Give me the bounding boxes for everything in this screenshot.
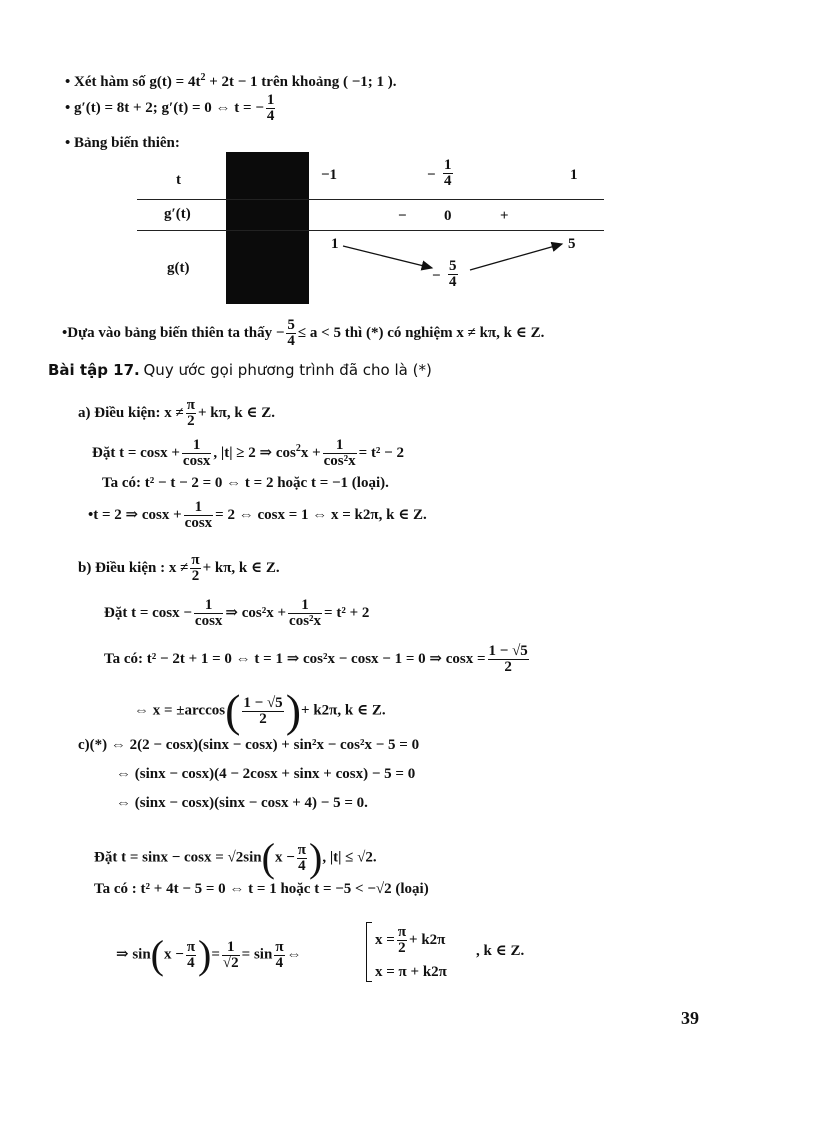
fraction <box>288 598 322 629</box>
fraction-denominator: 2 <box>504 659 512 675</box>
part-c-final <box>116 932 302 977</box>
part-c-line-1 <box>78 736 419 754</box>
part-b-solution <box>134 685 386 736</box>
conclusion-line <box>62 318 544 349</box>
fraction-numerator: 1 − √5 <box>243 694 283 711</box>
fraction-denominator: cosx <box>194 613 223 629</box>
part-c-line-1-text: (*) ⇔ 2(2 − cosx)(sinx − cosx) + sin²x − cos²x − 5 = 0 <box>89 737 420 753</box>
row-label-g: g(t) <box>167 260 190 276</box>
left-paren: ( <box>150 932 164 977</box>
substitution-end: = t² + 2 <box>324 604 370 621</box>
fraction <box>274 940 284 971</box>
fraction <box>186 940 196 971</box>
fraction <box>286 318 296 349</box>
fraction-denominator: cosx <box>182 453 211 469</box>
part-label: b) <box>78 559 92 576</box>
fraction-numerator: π <box>186 938 196 955</box>
fraction-denominator: 4 <box>275 954 284 971</box>
g-left-value: 1 <box>331 236 339 252</box>
substitution-lead: Đặt t = cosx + <box>92 444 180 461</box>
substitution-inner-lead: x − <box>274 849 295 866</box>
fraction-denominator: cosx <box>184 515 213 531</box>
fraction <box>184 500 214 531</box>
fraction-numerator: π <box>397 924 407 940</box>
g-prime-sign-left: − <box>398 208 407 224</box>
variation-table-heading: Bảng biến thiên: <box>74 135 180 151</box>
case-1-lead: x = <box>375 931 395 948</box>
solution-rest: + k2π, k ∈ Z. <box>301 702 386 719</box>
result-lead: •t = 2 ⇒ cosx + <box>88 506 182 523</box>
part-label: a) <box>78 404 91 421</box>
bullet: • <box>65 99 71 116</box>
part-a-condition <box>78 398 275 429</box>
fraction <box>186 398 196 429</box>
fraction-numerator: π <box>297 841 306 858</box>
fraction <box>323 438 357 469</box>
right-paren: ) <box>309 835 323 880</box>
row-label-t: t <box>176 172 181 188</box>
bullet: • <box>65 74 71 90</box>
g-prime-sign-right: + <box>500 208 509 224</box>
substitution-end: = t² − 2 <box>358 444 404 461</box>
exponent: 2 <box>200 72 206 83</box>
intro-line-1-rest: + 2t − 1 trên khoảng ( −1; 1 ). <box>205 74 397 90</box>
fraction-denominator: 4 <box>287 333 295 349</box>
part-b-condition <box>78 553 280 584</box>
fraction-numerator: 1 <box>184 500 214 516</box>
page-number: 39 <box>681 1008 699 1028</box>
substitution-lead: Đặt t = sinx − cosx = √2sin <box>94 849 262 866</box>
part-b-equation <box>104 644 531 675</box>
t-value-right: 1 <box>570 167 578 183</box>
solution-lead: ⇔ x = ±arccos <box>134 702 226 719</box>
case-1 <box>375 925 445 956</box>
intro-line-2-lead: g′(t) = 8t + 2; g′(t) = 0 ⇔ t = − <box>74 99 264 116</box>
decreasing-arrow <box>343 246 432 268</box>
fraction-numerator: π <box>275 938 284 955</box>
g-prime-zero: 0 <box>444 208 452 224</box>
intro-line-1-lead: Xét hàm số g(t) = 4t <box>74 74 201 90</box>
g-min-sign: − <box>432 268 441 284</box>
fraction-denominator: cos²x <box>323 453 356 469</box>
fraction-denominator: 4 <box>444 173 452 189</box>
final-iff: ⇔ <box>286 946 302 963</box>
fraction-numerator: 1 <box>266 92 275 108</box>
condition-lead: Điều kiện : x ≠ <box>95 559 189 576</box>
fraction <box>182 438 212 469</box>
fraction-denominator: 2 <box>191 568 200 584</box>
fraction-numerator: 5 <box>287 317 295 333</box>
exercise-intro: Quy ước gọi phương trình đã cho là (*) <box>143 361 432 379</box>
fraction-numerator: π <box>186 397 195 413</box>
bullet: • <box>65 135 71 151</box>
substitution-lead: Đặt t = cosx − <box>104 604 192 621</box>
final-equals: = <box>211 946 220 963</box>
fraction-numerator: 1 <box>194 598 224 614</box>
condition-lead: Điều kiện: x ≠ <box>94 404 184 421</box>
fraction-numerator: 1 <box>222 940 240 956</box>
part-a-equation: Ta có: t² − t − 2 = 0 ⇔ t = 2 hoặc t = −1 (loại). <box>102 475 389 491</box>
row-label-g-prime: g′(t) <box>164 206 191 222</box>
case-2: x = π + k2π <box>375 964 447 980</box>
g-right-value: 5 <box>568 236 576 252</box>
fraction-denominator: 4 <box>266 108 275 124</box>
part-a-substitution <box>92 438 404 469</box>
equation-lead: Ta có: t² − 2t + 1 = 0 ⇔ t = 1 ⇒ cos²x − cosx − 1 = 0 ⇒ cosx = <box>104 650 486 667</box>
condition-rest: + kπ, k ∈ Z. <box>197 404 276 421</box>
fraction-numerator: 1 <box>323 438 357 454</box>
fraction-numerator: 5 <box>449 258 457 274</box>
part-c-equation: Ta có : t² + 4t − 5 = 0 ⇔ t = 1 hoặc t = −5 < −√2 (loại) <box>94 881 429 897</box>
right-paren: ) <box>198 932 212 977</box>
fraction-numerator: 1 <box>444 157 452 173</box>
substitution-rest: , |t| ≤ √2. <box>322 849 377 866</box>
conclusion-rest: ≤ a < 5 thì (*) có nghiệm x ≠ kπ, k ∈ Z. <box>297 324 545 341</box>
fraction <box>242 696 283 727</box>
fraction <box>488 644 529 675</box>
left-paren: ( <box>225 685 241 736</box>
fraction-denominator: 4 <box>298 857 306 874</box>
fraction-denominator: 2 <box>259 710 267 727</box>
substitution-mid-2: x + <box>300 444 321 461</box>
fraction-numerator: 1 <box>288 598 322 614</box>
fraction-denominator: 2 <box>187 413 195 429</box>
fraction-numerator: 1 <box>182 438 212 454</box>
increasing-arrow <box>470 244 562 270</box>
part-label: c) <box>78 737 90 753</box>
fraction <box>194 598 224 629</box>
t-value-left: −1 <box>321 167 338 183</box>
case-bracket <box>366 922 372 982</box>
fraction <box>397 925 407 956</box>
case-suffix: , k ∈ Z. <box>476 943 525 959</box>
part-c-line-3: ⇔ (sinx − cosx)(sinx − cosx + 4) − 5 = 0. <box>116 795 368 811</box>
fraction <box>222 940 240 971</box>
substitution-mid: , |t| ≥ 2 ⇒ cos <box>213 444 296 461</box>
fraction-denominator: cos²x <box>289 613 322 629</box>
right-paren: ) <box>285 685 302 736</box>
t-value-mid-sign: − <box>427 167 436 183</box>
part-c-line-2: ⇔ (sinx − cosx)(4 − 2cosx + sinx + cosx) − 5 = 0 <box>116 766 416 782</box>
fraction-numerator: π <box>191 552 200 568</box>
part-b-substitution <box>104 598 369 629</box>
final-lead: ⇒ sin <box>116 946 151 963</box>
fraction-denominator: √2 <box>222 954 239 971</box>
fraction-denominator: 4 <box>187 954 195 971</box>
fraction-numerator: 1 − √5 <box>488 643 528 659</box>
fraction-denominator: 2 <box>398 940 406 956</box>
condition-rest: + kπ, k ∈ Z. <box>202 559 280 576</box>
case-1-rest: + k2π <box>409 931 446 948</box>
exercise-heading <box>48 361 432 380</box>
final-inner-lead: x − <box>164 946 184 963</box>
substitution-mid: ⇒ cos²x + <box>225 604 287 621</box>
final-mid: = sin <box>241 946 273 963</box>
part-a-result <box>88 500 427 531</box>
fraction-denominator: 4 <box>449 274 457 290</box>
fraction <box>190 553 200 584</box>
exercise-title: Bài tập 17. <box>48 361 140 379</box>
result-rest: = 2 ⇔ cosx = 1 ⇔ x = k2π, k ∈ Z. <box>215 506 427 523</box>
exponent: 2 <box>295 442 301 454</box>
fraction <box>297 843 307 874</box>
part-c-substitution <box>94 835 377 880</box>
conclusion-lead: •Dựa vào bảng biến thiên ta thấy − <box>62 324 285 341</box>
left-paren: ( <box>261 835 275 880</box>
